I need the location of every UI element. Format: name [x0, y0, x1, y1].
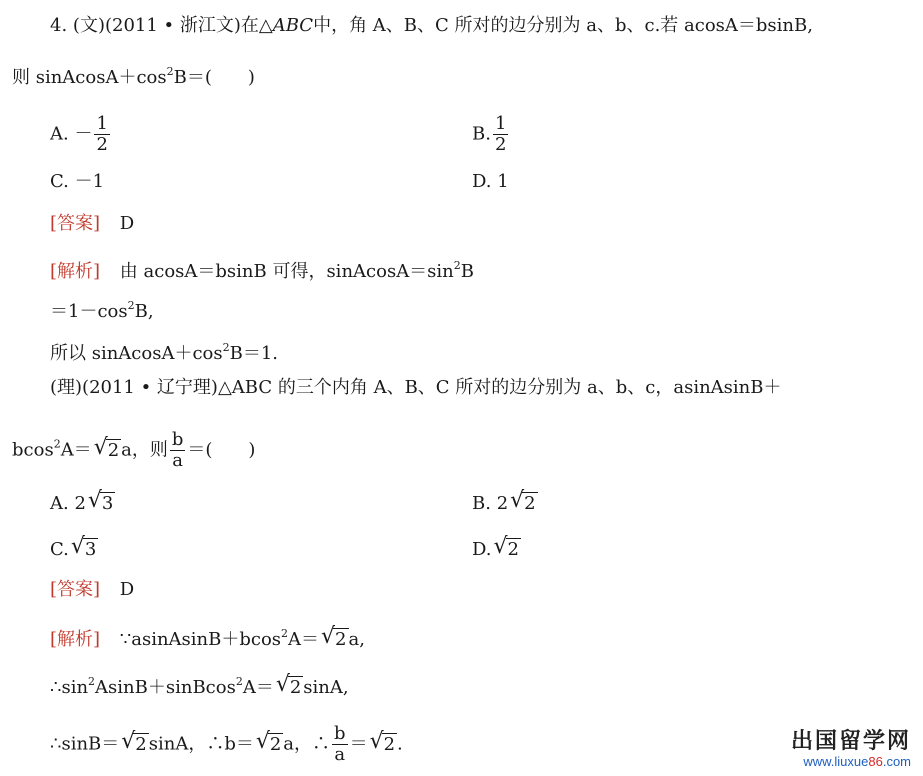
q4li-analysis-line1 [50, 622, 365, 652]
option-value: 1 [497, 171, 509, 192]
analysis-text: ＝1－cos [50, 301, 128, 322]
q4-option-b [472, 114, 510, 155]
analysis-text: B [460, 261, 475, 282]
answer-label: [答案] [50, 213, 101, 234]
sqrt: √ 3 [70, 534, 97, 560]
q4li-stem-line2 [12, 430, 255, 471]
watermark-title: 出国留学网 [790, 728, 911, 753]
option-label: A. [50, 493, 69, 514]
radicand: 2 [289, 677, 302, 698]
analysis-text: 所以 sinAcosA＋cos [50, 343, 223, 364]
q4-analysis-line3 [50, 336, 278, 366]
analysis-text: a, [348, 629, 365, 650]
q4-stem-line1 [50, 14, 813, 38]
fraction [493, 114, 508, 155]
url-part: 86 [868, 754, 883, 769]
stem-text: bcos [12, 439, 54, 461]
fraction [94, 114, 109, 155]
stem-text: 中，角 A、B、C 所对的边分别为 a、b、c.若 acosA＝bsinB, [313, 15, 813, 36]
question-number: 4. [50, 15, 68, 36]
coefficient: 2 [496, 493, 509, 514]
analysis-text: A＝ [242, 677, 274, 698]
superscript: 2 [222, 341, 230, 354]
radicand: 3 [84, 539, 97, 560]
radicand: 2 [135, 733, 147, 755]
stem-text: ＝( ) [187, 439, 256, 461]
site-watermark [791, 728, 911, 770]
stem-text: (理)(2011 • 辽宁理)△ABC 的三个内角 A、B、C 所对的边分别为 a、b、c，asinAsinB＋ [50, 377, 782, 398]
superscript: 2 [453, 259, 461, 272]
option-value: －1 [74, 171, 105, 192]
q4li-answer [50, 578, 134, 602]
analysis-text: sinA，∴b＝ [148, 733, 254, 755]
superscript: 2 [166, 65, 174, 78]
q4li-option-b [472, 488, 538, 516]
answer-value: D [119, 213, 135, 234]
option-label: C. [50, 539, 69, 560]
q4li-option-c [50, 534, 98, 562]
superscript: 2 [235, 675, 243, 688]
analysis-text: ∴sinB＝ [50, 733, 120, 755]
url-part: www.liuxue [803, 754, 869, 769]
denominator: a [334, 744, 346, 765]
sqrt: √ 2 [369, 728, 396, 755]
sqrt: √ 2 [321, 624, 347, 650]
q4-analysis-line1 [50, 254, 474, 284]
radicand: 2 [507, 539, 519, 560]
q4li-option-a [50, 488, 115, 516]
q4li-option-d [472, 534, 521, 562]
superscript: 2 [127, 299, 135, 312]
q4-stem-line2 [12, 60, 255, 90]
triangle-name: ABC [272, 15, 314, 36]
numerator: 1 [494, 113, 507, 134]
watermark-url[interactable] [791, 754, 911, 770]
analysis-text: B, [134, 301, 154, 322]
sqrt: √ 2 [93, 434, 120, 461]
analysis-text: ∴sin [50, 677, 89, 698]
analysis-text: ＝ [349, 733, 368, 755]
radicand: 2 [524, 493, 536, 514]
url-part: .com [882, 754, 911, 769]
analysis-text: . [397, 733, 403, 755]
sqrt: √ 2 [493, 534, 519, 560]
sqrt: √ 2 [275, 672, 302, 698]
q4li-analysis-line3 [50, 724, 403, 765]
analysis-text: B＝1. [229, 343, 279, 364]
analysis-text: 由 acosA＝bsinB 可得，sinAcosA＝sin [119, 261, 454, 282]
stem-text: A＝ [60, 439, 92, 461]
analysis-text: ∵asinAsinB＋bcos [119, 629, 282, 650]
stem-text: B＝( ) [173, 67, 255, 88]
fraction [332, 724, 348, 765]
q4li-stem-line1 [50, 376, 782, 400]
stem-text: 在△ [240, 15, 273, 36]
sqrt: √ 3 [87, 488, 114, 514]
answer-label: [答案] [50, 579, 101, 600]
radicand: 2 [269, 733, 282, 755]
option-label: B. [472, 493, 491, 514]
radicand: 3 [101, 493, 114, 514]
numerator: 1 [96, 113, 108, 134]
sqrt: √ 2 [510, 488, 536, 514]
q4-answer [50, 212, 134, 236]
option-label: D. [472, 539, 492, 560]
answer-value: D [119, 579, 135, 600]
q4-option-a [50, 114, 112, 155]
option-label: B. [472, 123, 491, 145]
stem-text: 则 sinAcosA＋cos [12, 67, 167, 88]
radicand: 2 [335, 629, 347, 650]
minus-sign: － [74, 123, 93, 145]
analysis-text: AsinB＋sinBcos [95, 677, 236, 698]
numerator: b [334, 723, 346, 744]
analysis-text: a，∴ [283, 733, 331, 755]
fraction [170, 430, 186, 471]
radicand: 2 [107, 439, 120, 461]
question-source-tag: (文)(2011 • 浙江文) [72, 15, 241, 36]
analysis-label: [解析] [50, 261, 101, 282]
coefficient: 2 [74, 493, 86, 514]
q4-option-c [50, 170, 104, 194]
analysis-label: [解析] [50, 629, 101, 650]
superscript: 2 [281, 627, 289, 640]
option-label: D. [472, 171, 492, 192]
option-label: C. [50, 171, 69, 192]
numerator: b [171, 429, 184, 450]
radicand: 2 [383, 733, 396, 755]
q4-analysis-line2 [50, 294, 154, 324]
analysis-text: A＝ [288, 629, 320, 650]
superscript: 2 [88, 675, 96, 688]
q4-option-d [472, 170, 509, 194]
analysis-text: sinA, [303, 677, 349, 698]
stem-text: a，则 [121, 439, 168, 461]
superscript: 2 [53, 437, 61, 451]
denominator: 2 [494, 134, 507, 155]
option-label: A. [50, 123, 69, 145]
denominator: a [172, 450, 183, 471]
q4li-analysis-line2 [50, 670, 349, 700]
denominator: 2 [96, 134, 108, 155]
sqrt: √ 2 [121, 728, 147, 755]
sqrt: √ 2 [255, 728, 282, 755]
